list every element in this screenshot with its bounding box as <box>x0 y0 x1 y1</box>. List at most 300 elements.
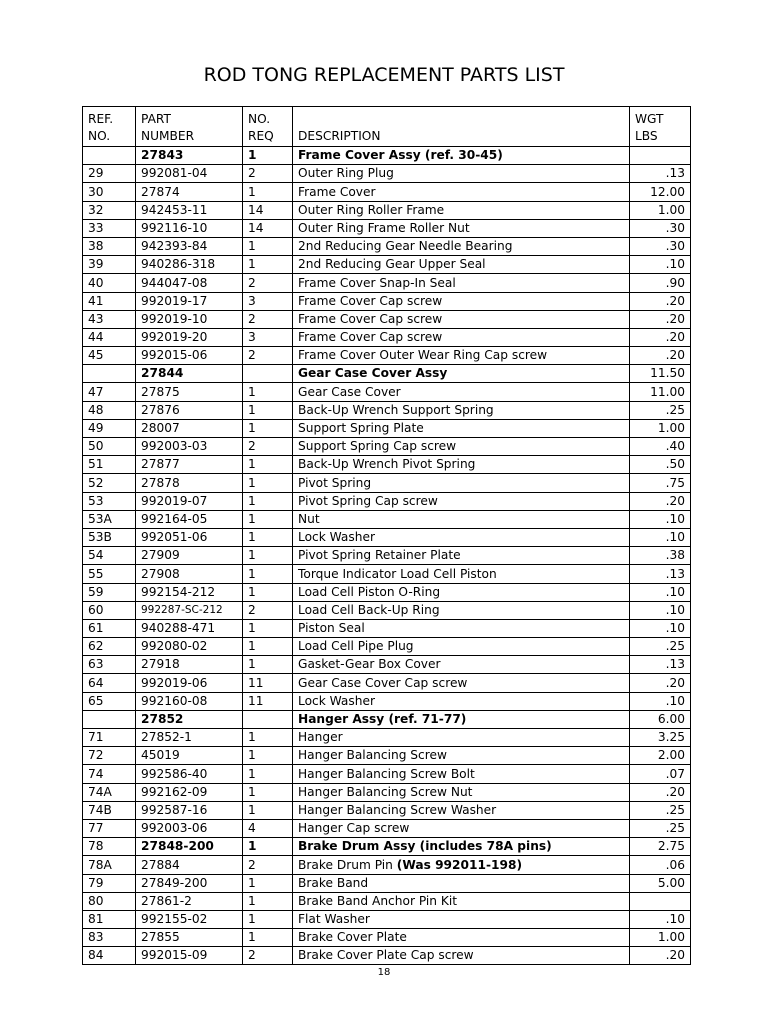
cell-weight <box>630 710 691 728</box>
cell-ref <box>83 456 136 474</box>
cell-part-number-text: 28007 <box>141 421 180 435</box>
cell-weight-text: 1.00 <box>657 930 685 945</box>
cell-weight <box>630 929 691 947</box>
cell-description-text: Gear Case Cover <box>298 384 401 399</box>
table-row <box>83 838 691 856</box>
table-row <box>83 401 691 419</box>
cell-description <box>293 892 630 910</box>
cell-ref <box>83 910 136 928</box>
cell-no-req <box>243 783 293 801</box>
cell-weight <box>630 310 691 328</box>
cell-weight-text: .10 <box>665 602 685 617</box>
header-no-req: NO. REQ <box>243 107 293 147</box>
cell-part-number-text: 992080-02 <box>141 639 208 654</box>
cell-part-number <box>136 147 243 165</box>
cell-weight <box>630 201 691 219</box>
cell-description <box>293 601 630 619</box>
cell-description <box>293 328 630 346</box>
cell-description-text: 2nd Reducing Gear Needle Bearing <box>298 239 513 254</box>
cell-no-req-text: 1 <box>248 893 256 908</box>
cell-description-text: Brake Drum Assy (includes 78A pins) <box>298 839 552 854</box>
page-title: ROD TONG REPLACEMENT PARTS LIST <box>203 64 565 86</box>
cell-description <box>293 929 630 947</box>
cell-part-number <box>136 892 243 910</box>
cell-part-number <box>136 183 243 201</box>
cell-part-number-text: 27877 <box>141 457 180 472</box>
cell-weight <box>630 819 691 837</box>
cell-ref <box>83 565 136 583</box>
cell-no-req <box>243 947 293 965</box>
cell-ref-text: 74 <box>88 766 104 781</box>
cell-part-number <box>136 838 243 856</box>
cell-part-number <box>136 292 243 310</box>
cell-ref <box>83 801 136 819</box>
cell-no-req <box>243 565 293 583</box>
cell-part-number <box>136 929 243 947</box>
cell-description-text: Lock Washer <box>298 530 375 545</box>
cell-description <box>293 310 630 328</box>
cell-ref <box>83 710 136 728</box>
cell-ref-text: 40 <box>88 275 104 290</box>
cell-no-req <box>243 729 293 747</box>
description-note: (Was 992011-198) <box>396 857 523 872</box>
cell-part-number-text: 27855 <box>141 930 180 945</box>
cell-weight <box>630 474 691 492</box>
cell-weight <box>630 274 691 292</box>
cell-description-text: Gear Case Cover Cap screw <box>298 675 468 690</box>
cell-ref-text: 29 <box>88 166 104 181</box>
cell-no-req-text: 1 <box>248 730 256 745</box>
cell-weight-text: 2.00 <box>657 748 685 763</box>
table-row <box>83 528 691 546</box>
cell-part-number-text: 992019-06 <box>141 675 208 690</box>
table-header-row <box>83 107 691 147</box>
cell-description-text: Brake Drum Pin <box>298 857 393 872</box>
table-row <box>83 638 691 656</box>
cell-part-number-text: 27848-200 <box>141 839 214 854</box>
cell-weight <box>630 619 691 637</box>
cell-ref <box>83 292 136 310</box>
cell-description-text: Nut <box>298 511 320 526</box>
header-description: DESCRIPTION <box>293 107 630 147</box>
cell-weight <box>630 510 691 528</box>
cell-description-text: Support Spring Cap screw <box>298 439 457 454</box>
cell-no-req-text: 1 <box>248 148 257 163</box>
cell-weight-text: .10 <box>665 621 685 636</box>
cell-weight-text: .25 <box>665 402 685 417</box>
cell-no-req <box>243 747 293 765</box>
cell-no-req <box>243 474 293 492</box>
cell-part-number-text: 27852 <box>141 712 184 726</box>
cell-ref <box>83 656 136 674</box>
cell-part-number <box>136 365 243 383</box>
cell-description <box>293 492 630 510</box>
cell-weight-text: 12.00 <box>650 184 685 199</box>
cell-ref <box>83 692 136 710</box>
cell-no-req-text: 2 <box>248 602 256 617</box>
cell-part-number <box>136 219 243 237</box>
cell-weight <box>630 438 691 456</box>
cell-weight <box>630 910 691 928</box>
cell-part-number-text: 992019-07 <box>141 493 208 508</box>
cell-part-number <box>136 565 243 583</box>
cell-weight <box>630 656 691 674</box>
cell-weight-text: .20 <box>665 311 685 326</box>
cell-part-number-text: 992162-09 <box>141 784 208 799</box>
cell-weight <box>630 347 691 365</box>
cell-description <box>293 747 630 765</box>
cell-weight-text: .25 <box>665 639 685 654</box>
cell-no-req <box>243 328 293 346</box>
cell-ref <box>83 874 136 892</box>
cell-no-req-text: 4 <box>248 821 256 836</box>
cell-weight-text: .25 <box>665 821 685 836</box>
cell-weight <box>630 765 691 783</box>
cell-ref <box>83 438 136 456</box>
cell-weight-text: .75 <box>665 475 685 490</box>
cell-no-req-text: 1 <box>248 257 256 272</box>
cell-description <box>293 692 630 710</box>
cell-part-number-text: 940288-471 <box>141 621 216 636</box>
cell-part-number-text: 27844 <box>141 366 184 381</box>
table-row <box>83 365 691 383</box>
cell-no-req <box>243 801 293 819</box>
table-row <box>83 147 691 165</box>
cell-description <box>293 674 630 692</box>
cell-ref-text: 78 <box>88 839 104 854</box>
cell-no-req <box>243 601 293 619</box>
cell-ref-text: 63 <box>88 657 104 672</box>
table-row <box>83 801 691 819</box>
cell-no-req <box>243 510 293 528</box>
cell-weight-text: 2.75 <box>657 839 685 854</box>
cell-no-req-text: 1 <box>248 184 256 199</box>
table-row <box>83 274 691 292</box>
cell-description <box>293 583 630 601</box>
cell-description <box>293 510 630 528</box>
cell-part-number <box>136 692 243 710</box>
cell-part-number <box>136 401 243 419</box>
cell-weight <box>630 747 691 765</box>
cell-description-text: Flat Washer <box>298 912 370 927</box>
cell-description <box>293 274 630 292</box>
cell-ref-text: 61 <box>88 621 104 636</box>
cell-description-text: Hanger Cap screw <box>298 821 410 836</box>
cell-weight <box>630 165 691 183</box>
cell-ref-text: 64 <box>88 675 104 690</box>
header-ref: REF. NO. <box>83 107 136 147</box>
table-row <box>83 674 691 692</box>
cell-no-req <box>243 219 293 237</box>
cell-part-number-text: 992154-212 <box>141 584 216 599</box>
cell-ref <box>83 547 136 565</box>
table-row <box>83 201 691 219</box>
cell-ref <box>83 819 136 837</box>
cell-no-req-text: 11 <box>248 693 264 708</box>
cell-part-number <box>136 601 243 619</box>
cell-weight <box>630 237 691 255</box>
cell-ref-text: 44 <box>88 330 104 345</box>
cell-no-req-text: 14 <box>248 220 264 235</box>
cell-part-number-text: 27849-200 <box>141 875 208 890</box>
cell-ref-text: 43 <box>88 311 104 326</box>
cell-no-req <box>243 656 293 674</box>
cell-weight-text: .10 <box>665 693 685 708</box>
cell-ref-text: 53B <box>88 530 112 545</box>
cell-weight <box>630 729 691 747</box>
cell-weight <box>630 692 691 710</box>
cell-no-req <box>243 347 293 365</box>
cell-ref <box>83 856 136 874</box>
cell-description <box>293 365 630 383</box>
cell-ref-text: 62 <box>88 639 104 654</box>
parts-table <box>82 106 691 965</box>
cell-no-req-text: 2 <box>248 166 256 181</box>
cell-description <box>293 619 630 637</box>
cell-part-number <box>136 383 243 401</box>
cell-description-text: Lock Washer <box>298 693 375 708</box>
cell-ref-text: 65 <box>88 693 104 708</box>
cell-no-req-text: 1 <box>248 493 256 508</box>
cell-weight-text: .20 <box>665 493 685 508</box>
cell-no-req <box>243 256 293 274</box>
cell-no-req-text: 1 <box>248 530 256 545</box>
cell-weight-text: .38 <box>665 548 685 563</box>
table-row <box>83 692 691 710</box>
cell-description-text: Gear Case Cover Assy <box>298 366 448 381</box>
cell-no-req-text: 11 <box>248 675 264 690</box>
cell-no-req-text: 1 <box>248 875 256 890</box>
table-row <box>83 765 691 783</box>
cell-weight-text: .20 <box>665 948 685 963</box>
cell-weight-text: 1.00 <box>657 202 685 217</box>
cell-no-req <box>243 383 293 401</box>
cell-weight-text: .10 <box>665 584 685 599</box>
cell-description <box>293 474 630 492</box>
cell-description <box>293 237 630 255</box>
cell-description <box>293 710 630 728</box>
cell-part-number <box>136 474 243 492</box>
cell-description <box>293 201 630 219</box>
cell-description <box>293 438 630 456</box>
cell-description-text: Outer Ring Frame Roller Nut <box>298 220 470 235</box>
cell-no-req <box>243 838 293 856</box>
cell-description-text: Piston Seal <box>298 621 365 636</box>
cell-part-number-text: 27876 <box>141 402 180 417</box>
cell-no-req <box>243 819 293 837</box>
cell-description <box>293 219 630 237</box>
table-row <box>83 547 691 565</box>
cell-ref-text: 39 <box>88 257 104 272</box>
cell-no-req <box>243 365 293 383</box>
cell-no-req-text: 1 <box>248 784 256 799</box>
cell-weight <box>630 256 691 274</box>
table-row <box>83 183 691 201</box>
cell-no-req-text: 2 <box>248 348 256 363</box>
cell-part-number <box>136 419 243 437</box>
cell-no-req-text: 3 <box>248 330 256 345</box>
cell-weight <box>630 547 691 565</box>
cell-weight-text: .10 <box>665 912 685 927</box>
cell-no-req <box>243 929 293 947</box>
table-row <box>83 256 691 274</box>
cell-no-req <box>243 201 293 219</box>
cell-description <box>293 528 630 546</box>
cell-ref-text: 54 <box>88 548 104 563</box>
cell-description <box>293 838 630 856</box>
cell-ref <box>83 219 136 237</box>
cell-ref-text: 74B <box>88 802 112 817</box>
cell-description-text: Load Cell Pipe Plug <box>298 639 414 654</box>
cell-weight <box>630 583 691 601</box>
cell-description-text: Pivot Spring Cap screw <box>298 493 438 508</box>
cell-no-req <box>243 547 293 565</box>
table-row <box>83 438 691 456</box>
cell-description-text: Hanger <box>298 730 343 745</box>
cell-description <box>293 147 630 165</box>
table-row <box>83 929 691 947</box>
cell-ref <box>83 783 136 801</box>
cell-no-req <box>243 892 293 910</box>
cell-weight <box>630 874 691 892</box>
cell-weight <box>630 783 691 801</box>
cell-weight <box>630 856 691 874</box>
cell-weight-text: 11.50 <box>650 366 685 381</box>
cell-no-req-text: 2 <box>248 948 256 963</box>
cell-weight-text: 5.00 <box>657 875 685 890</box>
cell-part-number-text: 992160-08 <box>141 693 208 708</box>
cell-no-req-text: 1 <box>248 511 256 526</box>
cell-part-number-text: 992116-10 <box>141 220 208 235</box>
cell-part-number-text: 942393-84 <box>141 239 208 254</box>
cell-no-req <box>243 765 293 783</box>
cell-description-text: Pivot Spring <box>298 475 372 490</box>
cell-weight <box>630 183 691 201</box>
cell-part-number <box>136 765 243 783</box>
cell-weight <box>630 892 691 910</box>
cell-part-number <box>136 492 243 510</box>
cell-no-req <box>243 583 293 601</box>
cell-description-text: Brake Cover Plate Cap screw <box>298 948 474 963</box>
cell-ref <box>83 929 136 947</box>
cell-ref-text: 30 <box>88 184 104 199</box>
cell-weight-text: .90 <box>665 275 685 290</box>
header-weight: WGT LBS <box>630 107 691 147</box>
cell-ref <box>83 583 136 601</box>
cell-description <box>293 656 630 674</box>
cell-no-req <box>243 910 293 928</box>
cell-weight <box>630 565 691 583</box>
cell-weight-text: .20 <box>665 330 685 345</box>
cell-description <box>293 801 630 819</box>
cell-description-text: Back-Up Wrench Pivot Spring <box>298 457 476 472</box>
cell-part-number <box>136 583 243 601</box>
cell-description <box>293 783 630 801</box>
cell-ref <box>83 365 136 383</box>
cell-ref <box>83 347 136 365</box>
cell-part-number <box>136 729 243 747</box>
cell-ref-text: 49 <box>88 421 104 435</box>
header-part-number: PART NUMBER <box>136 107 243 147</box>
cell-no-req-text: 1 <box>248 475 256 490</box>
table-row <box>83 510 691 528</box>
cell-part-number-text: 27861-2 <box>141 893 192 908</box>
cell-ref <box>83 383 136 401</box>
cell-no-req <box>243 674 293 692</box>
cell-description-text: Gasket-Gear Box Cover <box>298 657 441 672</box>
cell-no-req <box>243 710 293 728</box>
cell-ref <box>83 765 136 783</box>
cell-no-req-text: 1 <box>248 839 257 854</box>
cell-ref-text: 47 <box>88 384 104 399</box>
cell-no-req-text: 2 <box>248 311 256 326</box>
parts-table-body <box>83 147 691 965</box>
cell-no-req-text: 1 <box>248 912 256 927</box>
cell-ref <box>83 638 136 656</box>
cell-ref-text: 71 <box>88 730 104 745</box>
table-row <box>83 783 691 801</box>
cell-description <box>293 638 630 656</box>
cell-weight <box>630 674 691 692</box>
cell-no-req-text: 1 <box>248 639 256 654</box>
cell-description-text: Torque Indicator Load Cell Piston <box>298 566 497 581</box>
cell-ref-text: 50 <box>88 439 104 454</box>
cell-no-req <box>243 401 293 419</box>
table-row <box>83 619 691 637</box>
cell-ref <box>83 237 136 255</box>
cell-part-number-text: 940286-318 <box>141 257 216 272</box>
cell-weight-text: .10 <box>665 257 685 272</box>
cell-no-req-text: 1 <box>248 766 256 781</box>
cell-ref <box>83 729 136 747</box>
cell-part-number-text: 992019-20 <box>141 330 208 345</box>
cell-no-req <box>243 438 293 456</box>
cell-weight-text: 1.00 <box>657 421 685 435</box>
table-row <box>83 892 691 910</box>
cell-ref-text: 55 <box>88 566 104 581</box>
cell-part-number <box>136 819 243 837</box>
cell-part-number <box>136 710 243 728</box>
cell-weight <box>630 947 691 965</box>
cell-ref <box>83 619 136 637</box>
cell-part-number <box>136 638 243 656</box>
cell-weight-text: 3.25 <box>657 730 685 745</box>
cell-part-number <box>136 783 243 801</box>
cell-weight-text: .25 <box>665 802 685 817</box>
cell-ref-text: 41 <box>88 293 104 308</box>
table-row <box>83 474 691 492</box>
cell-ref-text: 81 <box>88 912 104 927</box>
cell-part-number <box>136 165 243 183</box>
cell-description-text: Support Spring Plate <box>298 421 424 435</box>
cell-no-req <box>243 165 293 183</box>
cell-weight-text: .10 <box>665 511 685 526</box>
cell-description <box>293 419 630 437</box>
cell-no-req-text: 1 <box>248 548 256 563</box>
cell-part-number <box>136 510 243 528</box>
cell-ref-text: 32 <box>88 202 104 217</box>
cell-weight <box>630 838 691 856</box>
cell-part-number-text: 992287-SC-212 <box>141 603 223 616</box>
cell-ref <box>83 674 136 692</box>
cell-description-text: Load Cell Piston O-Ring <box>298 584 441 599</box>
cell-ref-text: 84 <box>88 948 104 963</box>
table-row <box>83 292 691 310</box>
cell-no-req-text: 2 <box>248 275 256 290</box>
cell-ref <box>83 510 136 528</box>
table-row <box>83 856 691 874</box>
cell-ref <box>83 474 136 492</box>
